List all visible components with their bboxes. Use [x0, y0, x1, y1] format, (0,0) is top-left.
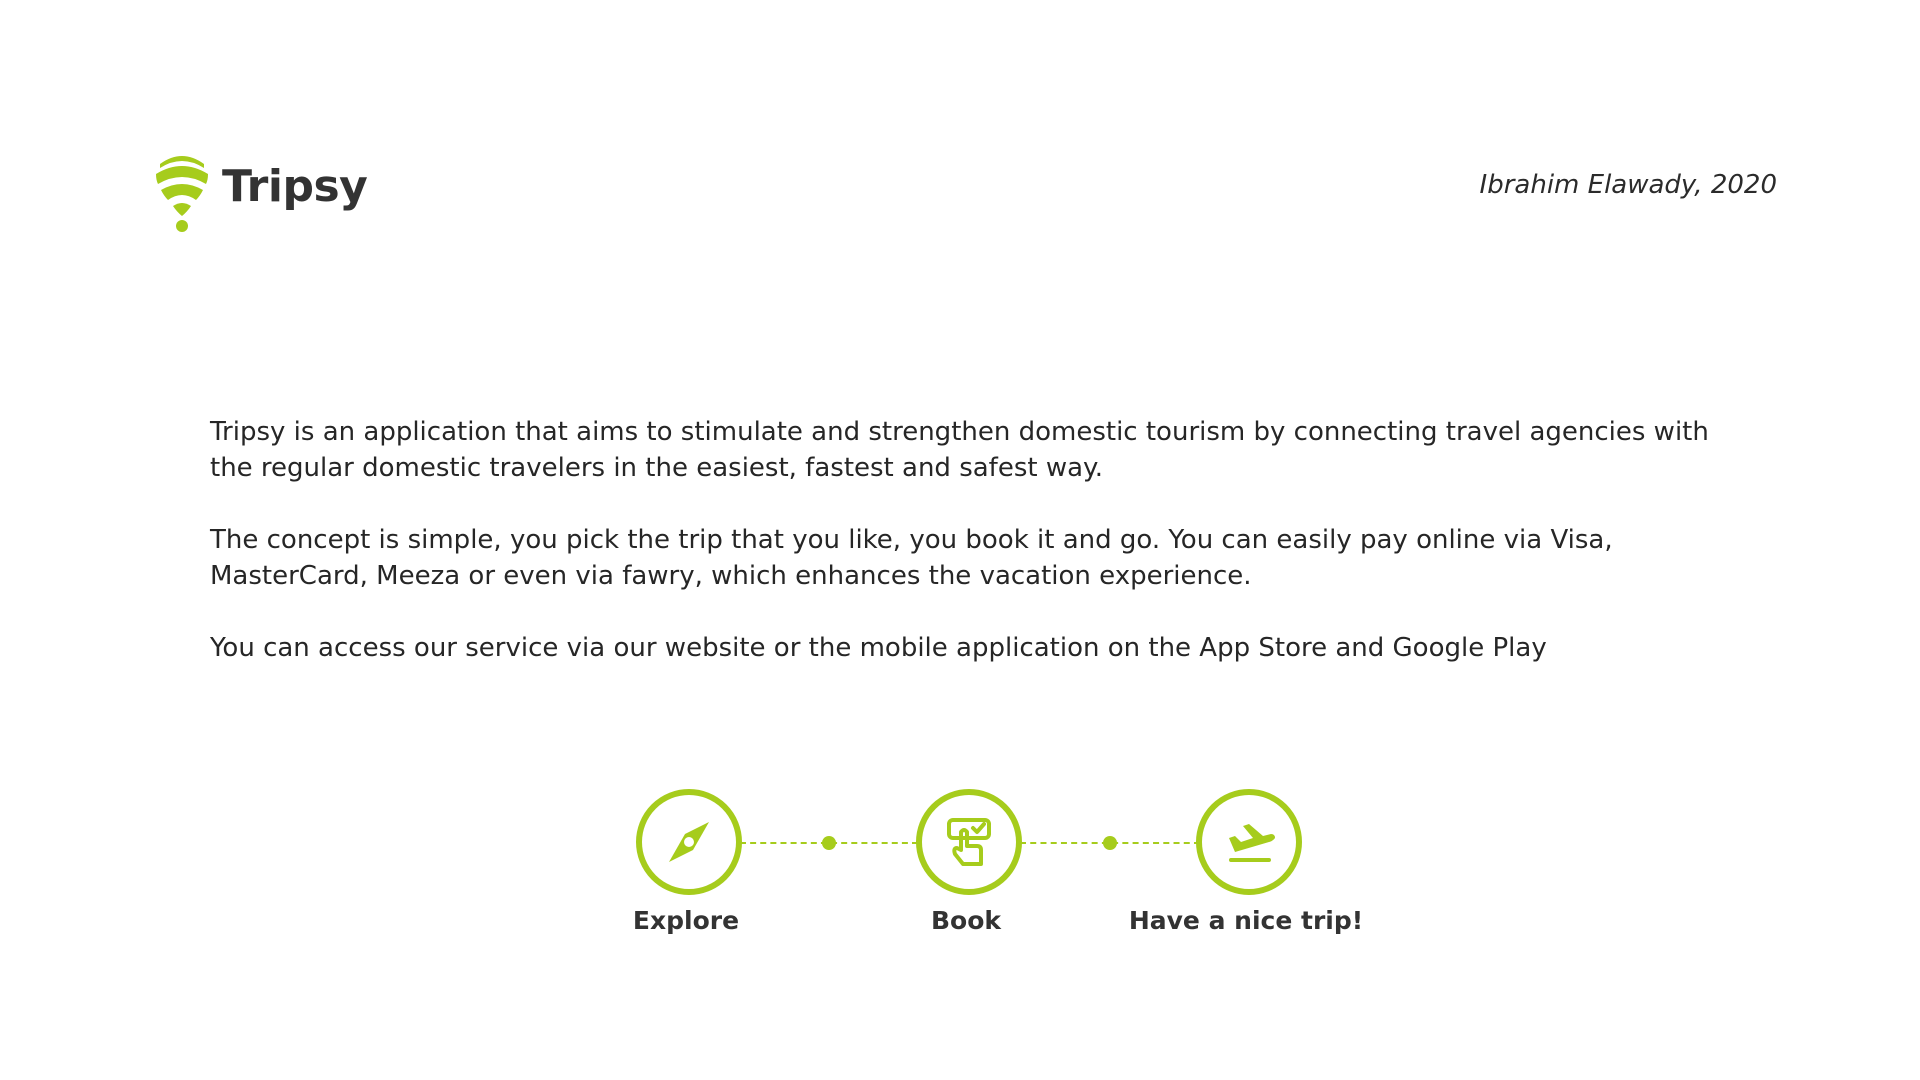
plane-departure-icon: [1217, 810, 1281, 874]
step-connector-dot-2: [1103, 836, 1117, 850]
step-trip: [1196, 789, 1302, 895]
description: [210, 414, 1720, 702]
description-paragraph-2: The concept is simple, you pick the trip that you like, you book it and go. You can easily pay online via Visa, MasterCard, Meeza or even via fawry, which enhances the vacation experience.: [210, 525, 1613, 591]
step-book: [916, 789, 1022, 895]
tap-to-book-icon: [937, 810, 1001, 874]
description-paragraph-1: Tripsy is an application that aims to stimulate and strengthen domestic tourism by connecting travel agencies with the regular domestic travelers in the easiest, fastest and safest way.: [210, 417, 1709, 483]
hot-air-balloon-icon: [154, 146, 210, 232]
step-connector-1: [740, 842, 918, 844]
compass-icon: [657, 810, 721, 874]
step-label-book: Book: [930, 906, 1002, 935]
step-connector-dot-1: [822, 836, 836, 850]
author-credit: Ibrahim Elawady, 2020: [1479, 170, 1777, 200]
step-label-trip: Have a nice trip!: [1128, 906, 1364, 935]
step-explore: [636, 789, 742, 895]
brand-logo: [154, 146, 367, 232]
step-label-explore: Explore: [632, 906, 740, 935]
description-paragraph-3: You can access our service via our website or the mobile application on the App Store and Google Play: [210, 633, 1547, 663]
step-connector-2: [1020, 842, 1200, 844]
brand-name: Tripsy: [222, 161, 368, 212]
